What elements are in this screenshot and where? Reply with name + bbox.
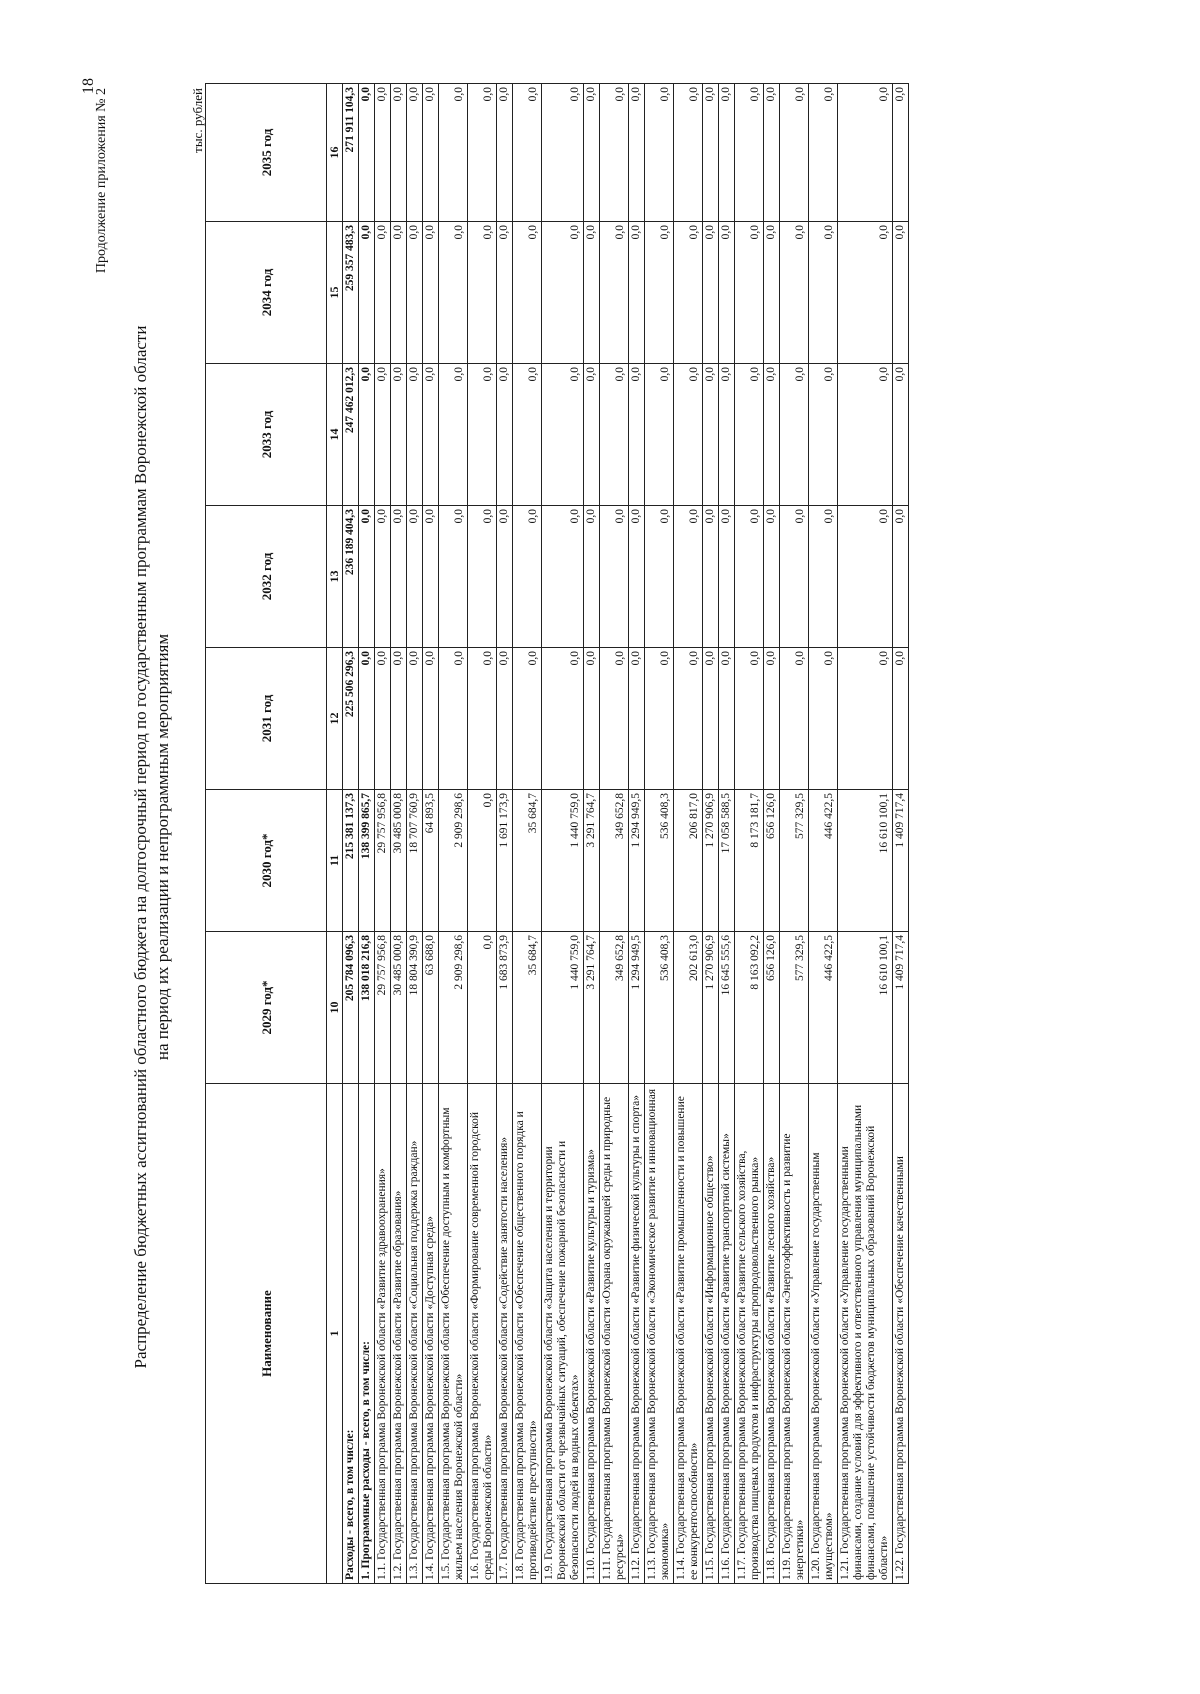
row-name-cell: 1.10. Государственная программа Воронежской области «Развитие культуры и туризма» bbox=[584, 1084, 600, 1584]
row-value-cell: 0,0 bbox=[391, 222, 407, 364]
row-value-cell: 0,0 bbox=[468, 364, 497, 506]
table-row bbox=[893, 84, 909, 1584]
row-value-cell: 0,0 bbox=[468, 222, 497, 364]
units-label: тыс. рублей bbox=[190, 88, 205, 153]
row-name-cell: 1.21. Государственная программа Воронежской области «Управление государственными финансами, создание условий для эффективного и ответственного управления муниципальными финансами, повышение устойчивости бюджетов муниципальных образований Воронежской области» bbox=[838, 1084, 893, 1584]
row-value-cell: 0,0 bbox=[584, 364, 600, 506]
row-name-cell: 1.2. Государственная программа Воронежской области «Развитие образования» bbox=[391, 1084, 407, 1584]
row-name-cell: 1.16. Государственная программа Воронежской области «Развитие транспортной системы» bbox=[719, 1084, 735, 1584]
row-value-cell: 64 893,5 bbox=[423, 790, 439, 932]
row-value-cell: 0,0 bbox=[359, 364, 375, 506]
row-value-cell: 0,0 bbox=[629, 648, 645, 790]
row-value-cell: 0,0 bbox=[600, 506, 629, 648]
row-name-cell: 1.7. Государственная программа Воронежской области «Содействие занятости населения» bbox=[497, 1084, 513, 1584]
row-value-cell: 0,0 bbox=[809, 364, 838, 506]
column-number: 1 bbox=[327, 1084, 343, 1584]
table-row bbox=[629, 84, 645, 1584]
row-value-cell: 0,0 bbox=[674, 506, 703, 648]
row-value-cell: 1 683 873,9 bbox=[497, 932, 513, 1084]
column-number: 12 bbox=[327, 648, 343, 790]
row-value-cell: 0,0 bbox=[423, 364, 439, 506]
row-value-cell: 0,0 bbox=[407, 364, 423, 506]
row-value-cell: 349 652,8 bbox=[600, 932, 629, 1084]
row-value-cell: 0,0 bbox=[674, 84, 703, 222]
row-value-cell: 0,0 bbox=[497, 648, 513, 790]
row-value-cell: 1 409 717,4 bbox=[893, 790, 909, 932]
row-name-cell: 1.11. Государственная программа Воронежской области «Охрана окружающей среды и природные ресурсы» bbox=[600, 1084, 629, 1584]
row-value-cell: 0,0 bbox=[513, 84, 542, 222]
row-value-cell: 0,0 bbox=[674, 364, 703, 506]
table-row bbox=[838, 84, 893, 1584]
table-row bbox=[764, 84, 780, 1584]
table-row bbox=[375, 84, 391, 1584]
row-value-cell: 0,0 bbox=[497, 84, 513, 222]
table-row bbox=[780, 84, 809, 1584]
row-value-cell: 1 409 717,4 bbox=[893, 932, 909, 1084]
row-value-cell: 2 909 298,6 bbox=[439, 932, 468, 1084]
row-value-cell: 1 440 759,0 bbox=[542, 790, 584, 932]
row-value-cell: 0,0 bbox=[584, 84, 600, 222]
row-value-cell: 0,0 bbox=[893, 222, 909, 364]
row-value-cell: 0,0 bbox=[600, 222, 629, 364]
row-value-cell: 1 440 759,0 bbox=[542, 932, 584, 1084]
row-value-cell: 0,0 bbox=[719, 364, 735, 506]
row-value-cell: 206 817,0 bbox=[674, 790, 703, 932]
table-row bbox=[423, 84, 439, 1584]
row-value-cell: 0,0 bbox=[780, 648, 809, 790]
row-value-cell: 1 294 949,5 bbox=[629, 790, 645, 932]
row-value-cell: 536 408,3 bbox=[645, 790, 674, 932]
row-value-cell: 0,0 bbox=[423, 648, 439, 790]
row-value-cell: 215 381 137,3 bbox=[343, 790, 359, 932]
table-body bbox=[343, 84, 909, 1584]
row-value-cell: 271 911 104,3 bbox=[343, 84, 359, 222]
row-value-cell: 656 126,0 bbox=[764, 790, 780, 932]
row-value-cell: 0,0 bbox=[584, 222, 600, 364]
row-value-cell: 0,0 bbox=[423, 222, 439, 364]
row-value-cell: 29 757 956,8 bbox=[375, 932, 391, 1084]
row-value-cell: 0,0 bbox=[629, 84, 645, 222]
row-value-cell: 0,0 bbox=[391, 364, 407, 506]
row-value-cell: 0,0 bbox=[407, 222, 423, 364]
row-value-cell: 259 357 483,3 bbox=[343, 222, 359, 364]
header-2030: 2030 год* bbox=[206, 790, 327, 932]
row-value-cell: 0,0 bbox=[542, 222, 584, 364]
row-value-cell: 0,0 bbox=[375, 222, 391, 364]
row-value-cell: 0,0 bbox=[780, 84, 809, 222]
row-value-cell: 0,0 bbox=[375, 506, 391, 648]
table-row bbox=[600, 84, 629, 1584]
row-value-cell: 0,0 bbox=[703, 648, 719, 790]
row-value-cell: 0,0 bbox=[764, 84, 780, 222]
table-row bbox=[391, 84, 407, 1584]
page-number: 18 bbox=[80, 78, 97, 94]
row-value-cell: 1 691 173,9 bbox=[497, 790, 513, 932]
row-value-cell: 446 422,5 bbox=[809, 790, 838, 932]
row-value-cell: 0,0 bbox=[645, 506, 674, 648]
row-value-cell: 0,0 bbox=[542, 84, 584, 222]
row-value-cell: 0,0 bbox=[838, 84, 893, 222]
row-value-cell: 0,0 bbox=[629, 364, 645, 506]
column-number: 11 bbox=[327, 790, 343, 932]
row-value-cell: 0,0 bbox=[893, 648, 909, 790]
row-value-cell: 0,0 bbox=[703, 84, 719, 222]
row-value-cell: 0,0 bbox=[375, 648, 391, 790]
row-value-cell: 0,0 bbox=[497, 364, 513, 506]
row-name-cell: 1. Программные расходы - всего, в том числе: bbox=[359, 1084, 375, 1584]
row-value-cell: 225 506 296,3 bbox=[343, 648, 359, 790]
row-value-cell: 0,0 bbox=[809, 84, 838, 222]
table-row bbox=[359, 84, 375, 1584]
row-value-cell: 446 422,5 bbox=[809, 932, 838, 1084]
row-value-cell: 0,0 bbox=[513, 506, 542, 648]
row-name-cell: 1.17. Государственная программа Воронежской области «Развитие сельского хозяйства, производства пищевых продуктов и инфраструктуры агропродовольственного рынка» bbox=[735, 1084, 764, 1584]
row-value-cell: 0,0 bbox=[780, 364, 809, 506]
row-value-cell: 0,0 bbox=[893, 364, 909, 506]
row-value-cell: 138 018 216,8 bbox=[359, 932, 375, 1084]
row-name-cell: 1.18. Государственная программа Воронежской области «Развитие лесного хозяйства» bbox=[764, 1084, 780, 1584]
row-value-cell: 0,0 bbox=[719, 648, 735, 790]
table-row bbox=[439, 84, 468, 1584]
row-value-cell: 0,0 bbox=[439, 84, 468, 222]
row-value-cell: 0,0 bbox=[439, 648, 468, 790]
row-value-cell: 0,0 bbox=[391, 506, 407, 648]
row-value-cell: 202 613,0 bbox=[674, 932, 703, 1084]
row-value-cell: 247 462 012,3 bbox=[343, 364, 359, 506]
row-value-cell: 0,0 bbox=[513, 648, 542, 790]
row-value-cell: 0,0 bbox=[735, 648, 764, 790]
row-value-cell: 577 329,5 bbox=[780, 932, 809, 1084]
row-value-cell: 0,0 bbox=[375, 364, 391, 506]
row-value-cell: 63 688,0 bbox=[423, 932, 439, 1084]
document-title bbox=[130, 200, 174, 1494]
row-value-cell: 0,0 bbox=[645, 364, 674, 506]
row-value-cell: 0,0 bbox=[468, 506, 497, 648]
row-value-cell: 0,0 bbox=[423, 506, 439, 648]
row-value-cell: 0,0 bbox=[674, 222, 703, 364]
row-value-cell: 0,0 bbox=[893, 506, 909, 648]
row-value-cell: 16 610 100,1 bbox=[838, 790, 893, 932]
row-value-cell: 0,0 bbox=[674, 648, 703, 790]
title-line-2: на период их реализации и непрограммным мероприятиям bbox=[153, 633, 172, 1061]
header-2034: 2034 год bbox=[206, 222, 327, 364]
row-value-cell: 0,0 bbox=[497, 506, 513, 648]
row-value-cell: 29 757 956,8 bbox=[375, 790, 391, 932]
row-value-cell: 0,0 bbox=[809, 648, 838, 790]
row-value-cell: 0,0 bbox=[780, 506, 809, 648]
header-2029: 2029 год* bbox=[206, 932, 327, 1084]
column-number: 13 bbox=[327, 506, 343, 648]
row-value-cell: 0,0 bbox=[764, 506, 780, 648]
column-number: 14 bbox=[327, 364, 343, 506]
table-row bbox=[407, 84, 423, 1584]
row-value-cell: 2 909 298,6 bbox=[439, 790, 468, 932]
row-value-cell: 577 329,5 bbox=[780, 790, 809, 932]
row-value-cell: 0,0 bbox=[359, 648, 375, 790]
row-name-cell: 1.19. Государственная программа Воронежской области «Энергоэффективность и развитие энергетики» bbox=[780, 1084, 809, 1584]
row-value-cell: 0,0 bbox=[468, 932, 497, 1084]
row-name-cell: 1.20. Государственная программа Воронежской области «Управление государственным имуществом» bbox=[809, 1084, 838, 1584]
table-row bbox=[542, 84, 584, 1584]
row-value-cell: 0,0 bbox=[497, 222, 513, 364]
row-value-cell: 0,0 bbox=[600, 648, 629, 790]
row-name-cell: Расходы - всего, в том числе: bbox=[343, 1084, 359, 1584]
row-value-cell: 0,0 bbox=[735, 84, 764, 222]
column-number-row bbox=[327, 84, 343, 1584]
row-value-cell: 0,0 bbox=[703, 506, 719, 648]
row-value-cell: 0,0 bbox=[423, 84, 439, 222]
row-value-cell: 16 610 100,1 bbox=[838, 932, 893, 1084]
row-value-cell: 3 291 764,7 bbox=[584, 932, 600, 1084]
table-row bbox=[343, 84, 359, 1584]
row-value-cell: 138 399 865,7 bbox=[359, 790, 375, 932]
row-value-cell: 0,0 bbox=[703, 222, 719, 364]
appendix-note: Продолжение приложения № 2 bbox=[94, 88, 109, 274]
row-value-cell: 0,0 bbox=[645, 84, 674, 222]
row-value-cell: 0,0 bbox=[513, 222, 542, 364]
row-value-cell: 0,0 bbox=[542, 648, 584, 790]
row-value-cell: 3 291 764,7 bbox=[584, 790, 600, 932]
row-value-cell: 0,0 bbox=[838, 648, 893, 790]
row-value-cell: 0,0 bbox=[542, 506, 584, 648]
row-value-cell: 0,0 bbox=[359, 506, 375, 648]
table-row bbox=[735, 84, 764, 1584]
row-value-cell: 0,0 bbox=[764, 364, 780, 506]
row-value-cell: 0,0 bbox=[735, 506, 764, 648]
row-value-cell: 0,0 bbox=[391, 648, 407, 790]
row-value-cell: 0,0 bbox=[439, 222, 468, 364]
header-2032: 2032 год bbox=[206, 506, 327, 648]
row-value-cell: 0,0 bbox=[764, 222, 780, 364]
row-value-cell: 205 784 096,3 bbox=[343, 932, 359, 1084]
row-value-cell: 0,0 bbox=[468, 648, 497, 790]
row-name-cell: 1.14. Государственная программа Воронежской области «Развитие промышленности и повышение ее конкурентоспособности» bbox=[674, 1084, 703, 1584]
row-name-cell: 1.6. Государственная программа Воронежской области «Формирование современной городской среды Воронежской области» bbox=[468, 1084, 497, 1584]
row-value-cell: 0,0 bbox=[629, 222, 645, 364]
row-value-cell: 35 684,7 bbox=[513, 790, 542, 932]
row-name-cell: 1.3. Государственная программа Воронежской области «Социальная поддержка граждан» bbox=[407, 1084, 423, 1584]
table-row bbox=[468, 84, 497, 1584]
row-value-cell: 536 408,3 bbox=[645, 932, 674, 1084]
row-value-cell: 17 058 588,5 bbox=[719, 790, 735, 932]
row-value-cell: 0,0 bbox=[735, 364, 764, 506]
table-row bbox=[719, 84, 735, 1584]
table-row bbox=[584, 84, 600, 1584]
row-value-cell: 0,0 bbox=[719, 506, 735, 648]
row-value-cell: 236 189 404,3 bbox=[343, 506, 359, 648]
row-value-cell: 0,0 bbox=[600, 364, 629, 506]
row-value-cell: 0,0 bbox=[542, 364, 584, 506]
row-value-cell: 0,0 bbox=[375, 84, 391, 222]
title-line-1: Распределение бюджетных ассигнований областного бюджета на долгосрочный период по государственным программам Воронежской области bbox=[131, 325, 150, 1369]
row-value-cell: 0,0 bbox=[809, 506, 838, 648]
row-value-cell: 0,0 bbox=[513, 364, 542, 506]
row-value-cell: 0,0 bbox=[359, 84, 375, 222]
row-value-cell: 0,0 bbox=[629, 506, 645, 648]
row-name-cell: 1.1. Государственная программа Воронежской области «Развитие здравоохранения» bbox=[375, 1084, 391, 1584]
row-value-cell: 1 270 906,9 bbox=[703, 790, 719, 932]
row-value-cell: 0,0 bbox=[735, 222, 764, 364]
row-value-cell: 0,0 bbox=[893, 84, 909, 222]
header-row bbox=[206, 84, 327, 1584]
row-name-cell: 1.12. Государственная программа Воронежской области «Развитие физической культуры и спорта» bbox=[629, 1084, 645, 1584]
row-value-cell: 0,0 bbox=[468, 84, 497, 222]
row-value-cell: 16 645 555,6 bbox=[719, 932, 735, 1084]
row-value-cell: 18 804 390,9 bbox=[407, 932, 423, 1084]
table-row bbox=[497, 84, 513, 1584]
row-value-cell: 0,0 bbox=[391, 84, 407, 222]
row-name-cell: 1.8. Государственная программа Воронежской области «Обеспечение общественного порядка и противодействие преступности» bbox=[513, 1084, 542, 1584]
row-value-cell: 0,0 bbox=[407, 648, 423, 790]
row-value-cell: 0,0 bbox=[838, 364, 893, 506]
row-value-cell: 0,0 bbox=[764, 648, 780, 790]
row-name-cell: 1.4. Государственная программа Воронежской области «Доступная среда» bbox=[423, 1084, 439, 1584]
row-name-cell: 1.22. Государственная программа Воронежской области «Обеспечение качественными bbox=[893, 1084, 909, 1584]
row-value-cell: 8 163 092,2 bbox=[735, 932, 764, 1084]
row-value-cell: 0,0 bbox=[439, 506, 468, 648]
row-value-cell: 0,0 bbox=[584, 648, 600, 790]
row-value-cell: 35 684,7 bbox=[513, 932, 542, 1084]
row-value-cell: 0,0 bbox=[584, 506, 600, 648]
row-value-cell: 0,0 bbox=[439, 364, 468, 506]
table-row bbox=[645, 84, 674, 1584]
row-value-cell: 0,0 bbox=[407, 84, 423, 222]
row-value-cell: 8 173 181,7 bbox=[735, 790, 764, 932]
row-value-cell: 30 485 000,8 bbox=[391, 790, 407, 932]
row-value-cell: 0,0 bbox=[645, 222, 674, 364]
row-value-cell: 0,0 bbox=[407, 506, 423, 648]
row-value-cell: 349 652,8 bbox=[600, 790, 629, 932]
row-value-cell: 0,0 bbox=[838, 222, 893, 364]
row-name-cell: 1.5. Государственная программа Воронежской области «Обеспечение доступным и комфортным жильем населения Воронежской области» bbox=[439, 1084, 468, 1584]
header-2031: 2031 год bbox=[206, 648, 327, 790]
column-number: 15 bbox=[327, 222, 343, 364]
row-value-cell: 30 485 000,8 bbox=[391, 932, 407, 1084]
row-value-cell: 0,0 bbox=[645, 648, 674, 790]
row-value-cell: 0,0 bbox=[780, 222, 809, 364]
header-name: Наименование bbox=[206, 1084, 327, 1584]
row-value-cell: 1 294 949,5 bbox=[629, 932, 645, 1084]
row-value-cell: 0,0 bbox=[703, 364, 719, 506]
budget-table bbox=[205, 83, 909, 1584]
table-row bbox=[513, 84, 542, 1584]
row-value-cell: 18 707 760,9 bbox=[407, 790, 423, 932]
table-row bbox=[674, 84, 703, 1584]
row-value-cell: 0,0 bbox=[359, 222, 375, 364]
row-name-cell: 1.13. Государственная программа Воронежской области «Экономическое развитие и инновационная экономика» bbox=[645, 1084, 674, 1584]
header-2035: 2035 год bbox=[206, 84, 327, 222]
row-name-cell: 1.15. Государственная программа Воронежской области «Информационное общество» bbox=[703, 1084, 719, 1584]
column-number: 10 bbox=[327, 932, 343, 1084]
row-value-cell: 0,0 bbox=[600, 84, 629, 222]
row-value-cell: 0,0 bbox=[719, 222, 735, 364]
header-2033: 2033 год bbox=[206, 364, 327, 506]
column-number: 16 bbox=[327, 84, 343, 222]
row-value-cell: 0,0 bbox=[468, 790, 497, 932]
table-row bbox=[809, 84, 838, 1584]
row-value-cell: 0,0 bbox=[809, 222, 838, 364]
row-value-cell: 0,0 bbox=[838, 506, 893, 648]
row-value-cell: 656 126,0 bbox=[764, 932, 780, 1084]
row-name-cell: 1.9. Государственная программа Воронежской области «Защита населения и территории Воронежской области от чрезвычайных ситуаций, обеспечение пожарной безопасности и безопасности людей на водных объектах» bbox=[542, 1084, 584, 1584]
table-row bbox=[703, 84, 719, 1584]
row-value-cell: 1 270 906,9 bbox=[703, 932, 719, 1084]
row-value-cell: 0,0 bbox=[719, 84, 735, 222]
